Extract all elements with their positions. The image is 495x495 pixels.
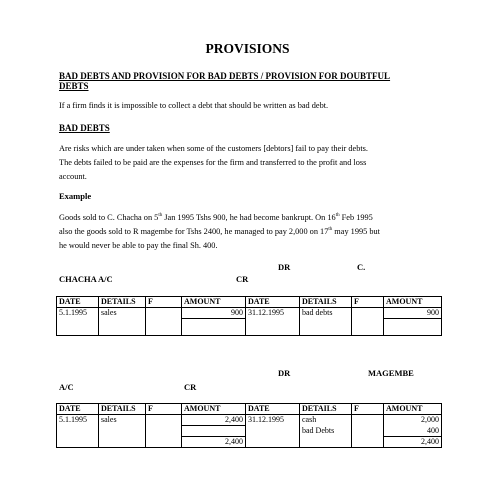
- col-header-details: DETAILS: [300, 297, 352, 308]
- cell-amount: 2,400: [182, 415, 246, 426]
- col-header-amount: AMOUNT: [182, 297, 246, 308]
- cell-folio: [352, 415, 384, 426]
- col-header-folio: F: [352, 297, 384, 308]
- example-label: Example: [59, 191, 92, 201]
- col-header-amount: AMOUNT: [384, 404, 442, 415]
- section-heading-provisions-cont: DEBTS: [59, 81, 89, 91]
- col-header-amount: AMOUNT: [384, 297, 442, 308]
- bad-debt-definition: If a firm finds it is impossible to collect a debt that should be written as bad debt.: [59, 101, 329, 110]
- cell-date: 31.12.1995: [246, 308, 300, 319]
- table-row-empty: [57, 319, 442, 336]
- table-row-total: [57, 437, 442, 448]
- section-heading-bad-debts: BAD DEBTS: [59, 123, 110, 133]
- table-row: [57, 426, 442, 437]
- col-header-details: DETAILS: [300, 404, 352, 415]
- ledger2-account-name-left: A/C: [59, 382, 74, 392]
- cell-date: 31.12.1995: [246, 415, 300, 426]
- cell-folio: [146, 308, 182, 319]
- cell-amount: 900: [182, 308, 246, 319]
- col-header-folio: F: [146, 404, 182, 415]
- table-row: [57, 308, 442, 319]
- bad-debts-line-2: The debts failed to be paid are the expenses for the firm and transferred to the profit and loss: [59, 158, 367, 167]
- example-line-2: also the goods sold to R magembe for Tshs 2400, he managed to pay 2,000 on 17th may 1995 but: [59, 227, 380, 236]
- cell-total-amount: 2,400: [182, 437, 246, 448]
- cell-amount: 2,000: [384, 415, 442, 426]
- col-header-date: DATE: [246, 404, 300, 415]
- cell-details: sales: [99, 308, 146, 319]
- cell-date: 5.1.1995: [57, 308, 99, 319]
- col-header-date: DATE: [57, 297, 99, 308]
- cell-folio: [352, 308, 384, 319]
- cell-details: bad debts: [300, 308, 352, 319]
- cell-folio: [146, 415, 182, 426]
- cell-total-amount: 2,400: [384, 437, 442, 448]
- ledger1-cr-label: CR: [236, 274, 249, 284]
- ledger2-account-name-right: MAGEMBE: [368, 368, 414, 378]
- col-header-details: DETAILS: [99, 297, 146, 308]
- col-header-folio: F: [146, 297, 182, 308]
- col-header-date: DATE: [246, 297, 300, 308]
- bad-debts-line-1: Are risks which are under taken when some of the customers [debtors] fail to pay their debts.: [59, 144, 368, 153]
- bad-debts-line-3: account.: [59, 172, 87, 181]
- section-heading-provisions: BAD DEBTS AND PROVISION FOR BAD DEBTS / PROVISION FOR DOUBTFUL: [59, 71, 391, 81]
- ledger1-account-name-left: CHACHA A/C: [59, 274, 113, 284]
- ledger2-table: [56, 403, 442, 448]
- col-header-details: DETAILS: [99, 404, 146, 415]
- page-title: PROVISIONS: [205, 41, 290, 56]
- cell-details: cash: [300, 415, 352, 426]
- ledger2-header-row: [57, 404, 442, 415]
- cell-details: sales: [99, 415, 146, 426]
- ledger1-dr-label: DR: [278, 262, 291, 272]
- ledger1-header-row: [57, 297, 442, 308]
- table-row: [57, 415, 442, 426]
- cell-details: bad Debts: [300, 426, 352, 437]
- ledger1-table: [56, 296, 442, 336]
- example-line-1: Goods sold to C. Chacha on 5th Jan 1995 Tshs 900, he had become bankrupt. On 16th Feb 1995: [59, 213, 373, 222]
- cell-amount: 400: [384, 426, 442, 437]
- ledger1-account-name-right: C.: [357, 262, 366, 272]
- col-header-date: DATE: [57, 404, 99, 415]
- cell-amount: 900: [384, 308, 442, 319]
- col-header-folio: F: [352, 404, 384, 415]
- col-header-amount: AMOUNT: [182, 404, 246, 415]
- ledger2-cr-label: CR: [184, 382, 197, 392]
- ledger2-dr-label: DR: [278, 368, 291, 378]
- cell-date: 5.1.1995: [57, 415, 99, 426]
- example-line-3: he would never be able to pay the final Sh. 400.: [59, 241, 218, 250]
